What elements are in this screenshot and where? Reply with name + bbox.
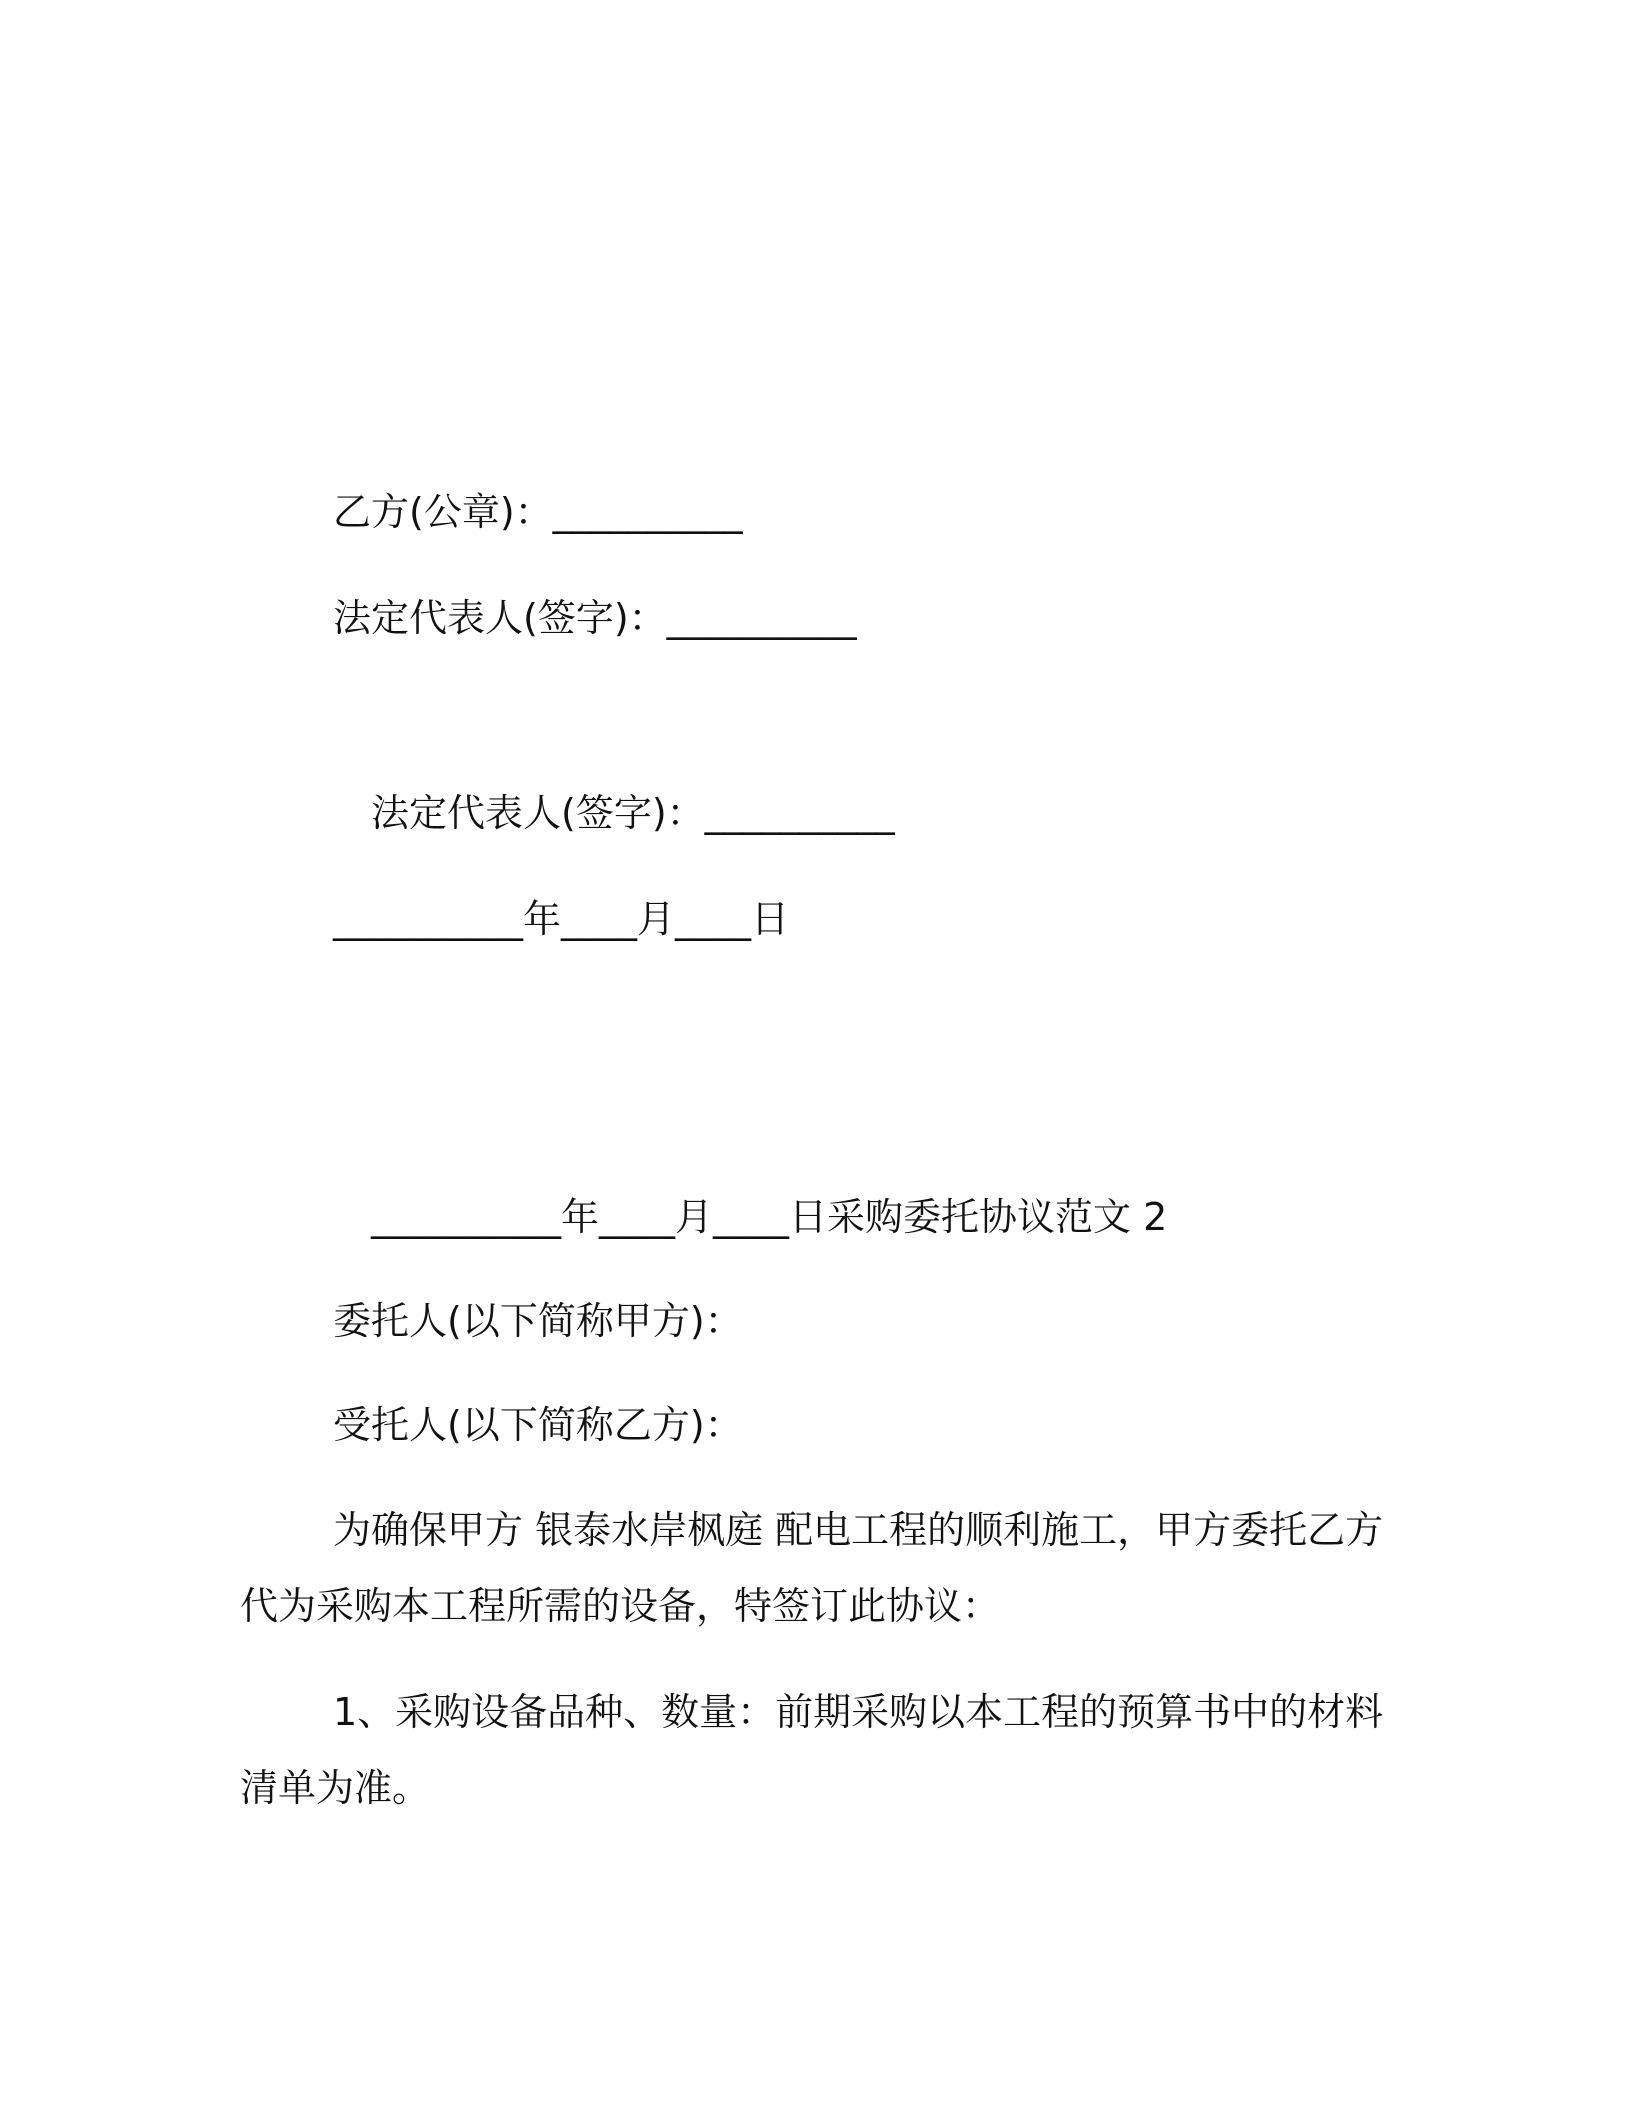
purpose-paragraph-line-2: 代为采购本工程所需的设备，特签订此协议： <box>240 1584 1001 1628</box>
legal-representative-signature-line: 法定代表人(签字)：__________ <box>333 596 857 640</box>
clause-1-line-2: 清单为准。 <box>240 1766 431 1810</box>
legal-representative-signature-line-2: 法定代表人(签字)：__________ <box>371 791 895 835</box>
agent-line: 受托人(以下简称乙方)： <box>333 1403 743 1447</box>
party-b-seal-line: 乙方(公章)：__________ <box>333 490 743 534</box>
date-line: __________年____月____日 <box>333 897 790 941</box>
clause-1-line-1: 1、采购设备品种、数量：前期采购以本工程的预算书中的材料 <box>333 1690 1384 1734</box>
purpose-paragraph-line-1: 为确保甲方 银泰水岸枫庭 配电工程的顺利施工，甲方委托乙方 <box>333 1508 1384 1552</box>
principal-line: 委托人(以下简称甲方)： <box>333 1299 743 1343</box>
date-and-title-line: __________年____月____日采购委托协议范文 2 <box>371 1195 1168 1239</box>
